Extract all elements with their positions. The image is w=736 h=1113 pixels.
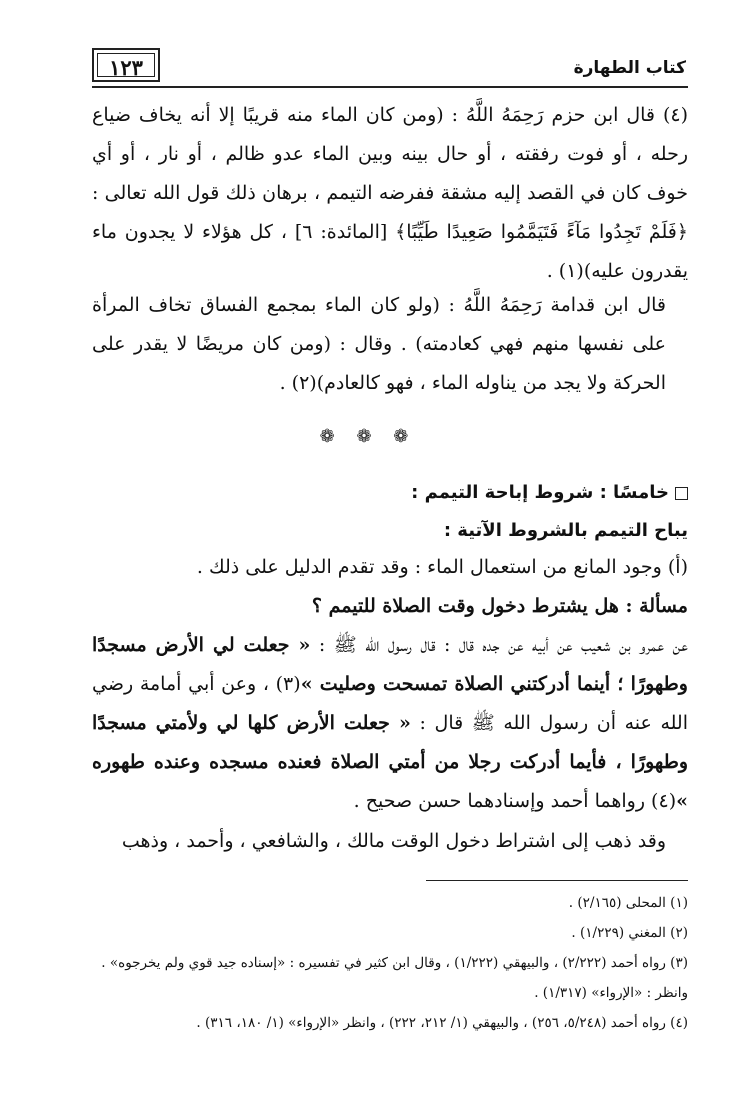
- paragraph-text: (٤) قال ابن حزم رَحِمَهُ اللَّهُ : (ومن كان الماء منه قريبًا إلا أنه يخاف ضياع رحله ، أو فوت رفقته ، أو حال بينه وبين الماء عدو ظالم ، أو نار ، أو أي خوف كان في القصد إليه مشقة ففرضه التيمم ، برهان ذلك قول الله تعالى : ﴿فَلَمْ تَجِدُوا مَآءً فَتَيَمَّمُوا صَعِيدًا طَيِّبًا﴾ [المائدة: ٦] ، كل هؤلاء لا يجدون ماء يقدرون عليه)(١) .: [92, 104, 688, 282]
- hadith-intro: عن عمرو بن شعيب عن أبيه عن جده قال : قال رسول الله ﷺ :: [318, 634, 688, 656]
- header-divider: [92, 86, 688, 88]
- running-header-title: كتاب الطهارة: [573, 58, 686, 78]
- section-separator: ❁ ❁ ❁: [319, 426, 417, 447]
- footnote-1: (١) المحلى (٢/١٦٥) .: [568, 895, 688, 911]
- square-bullet-icon: [675, 487, 688, 500]
- hadith-connector: (٣) ، وعن أبي أمامة رضي الله عنه أن رسول الله ﷺ قال :: [92, 673, 688, 734]
- hadith-ending: (٤) رواهما أحمد وإسنادهما حسن صحيح .: [353, 790, 677, 812]
- hadith-paragraph: [92, 626, 688, 821]
- issue-question: مسألة : هل يشترط دخول وقت الصلاة للتيمم ؟: [311, 595, 688, 617]
- footnote-3: (٣) رواه أحمد (٢/٢٢٢) ، والبيهقي (١/٢٢٢) ، وقال ابن كثير في تفسيره : «إسناده جيد قوي ولم يخرجوه» . وانظر : «الإرواء» (١/٣١٧) .: [101, 955, 688, 1001]
- page-number-frame: [92, 48, 160, 82]
- conditions-block: [92, 548, 688, 626]
- paragraph-text: قال ابن قدامة رَحِمَهُ اللَّهُ : (ولو كان الماء بمجمع الفساق تخاف المرأة على نفسها منهم فهي كعادمته) . وقال : (ومن كان مريضًا لا يقدر على الحركة ولا يجد من يناوله الماء ، فهو كالعادم)(٢) .: [92, 294, 666, 394]
- page-number: ١٢٣: [109, 55, 143, 80]
- section-heading-text: خامسًا : شروط إباحة التيمم :: [411, 482, 669, 503]
- footnote-divider: [426, 880, 688, 881]
- footnotes: [92, 888, 688, 1038]
- section-subheading: يباح التيمم بالشروط الآتية :: [443, 520, 688, 541]
- hadith-quote-1: « جعلت لي الأرض مسجدًا وطهورًا ؛ أينما أدركتني الصلاة تمسحت وصليت »: [92, 634, 688, 695]
- footnote-4: (٤) رواه أحمد (٥/٢٤٨، ٢٥٦) ، والبيهقي (١/ ٢١٢، ٢٢٢) ، وانظر «الإرواء» (١/ ١٨٠، ٣١٦) .: [196, 1015, 688, 1031]
- paragraph-ibn-hazm: [92, 96, 688, 291]
- hadith-quote-2: « جعلت الأرض كلها لي ولأمتي مسجدًا وطهورًا ، فأيما أدركت رجلا من أمتي الصلاة فعنده مسجده وعنده طهوره »: [92, 712, 688, 812]
- paragraph-scholars: [92, 822, 688, 861]
- paragraph-text: وقد ذهب إلى اشتراط دخول الوقت مالك ، والشافعي ، وأحمد ، وذهب: [121, 830, 666, 852]
- section-heading: [92, 474, 688, 512]
- section-block: [92, 474, 688, 550]
- paragraph-ibn-qudama: [92, 286, 688, 403]
- condition-item-a: (أ) وجود المانع من استعمال الماء : وقد تقدم الدليل على ذلك .: [196, 556, 688, 578]
- footnote-2: (٢) المغني (١/٢٢٩) .: [571, 925, 688, 941]
- hadith-text: [92, 626, 688, 821]
